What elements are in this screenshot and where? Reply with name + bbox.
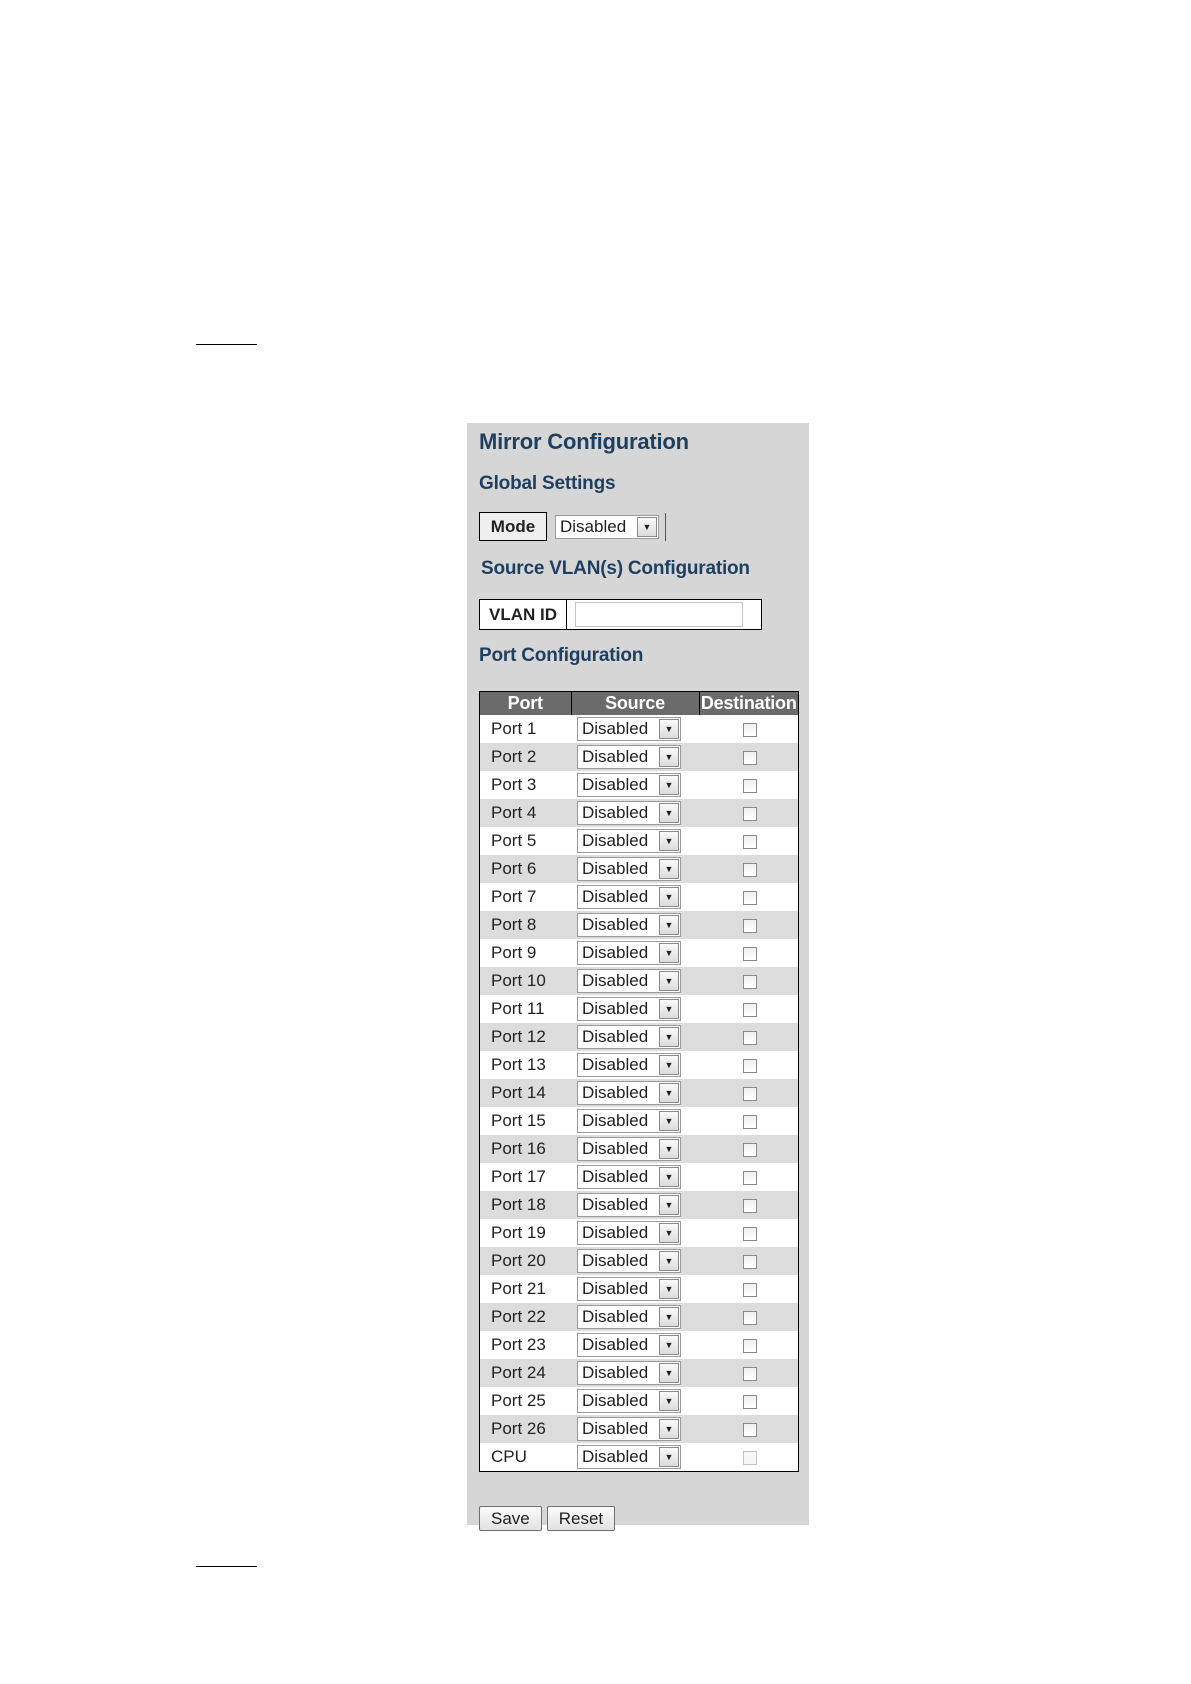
table-row: [480, 743, 799, 771]
chevron-down-icon[interactable]: ▼: [659, 719, 679, 739]
column-header-port: Port: [480, 692, 572, 716]
chevron-down-icon[interactable]: ▼: [659, 1195, 679, 1215]
port-name: Port 6: [480, 855, 572, 883]
source-select-value: Disabled: [582, 1391, 649, 1410]
vlan-config-heading: Source VLAN(s) Configuration: [481, 558, 750, 579]
page-title: Mirror Configuration: [479, 429, 689, 454]
source-cell: [571, 967, 699, 995]
source-select[interactable]: [577, 1445, 681, 1469]
port-name: Port 2: [480, 743, 572, 771]
table-row: [480, 883, 799, 911]
destination-cell: [699, 1359, 799, 1387]
port-name: Port 4: [480, 799, 572, 827]
destination-checkbox[interactable]: [743, 919, 757, 933]
destination-checkbox[interactable]: [743, 975, 757, 989]
source-select-value: Disabled: [582, 1223, 649, 1242]
source-cell: [571, 1191, 699, 1219]
page-rule-bottom: [196, 1566, 257, 1567]
table-row: [480, 1219, 799, 1247]
source-select-value: Disabled: [582, 1363, 649, 1382]
table-row: [480, 939, 799, 967]
destination-checkbox: [743, 1451, 757, 1465]
port-name: Port 21: [491, 1279, 546, 1298]
table-row: [480, 827, 799, 855]
destination-checkbox[interactable]: [743, 1199, 757, 1213]
source-cell: [571, 939, 699, 967]
table-row: [480, 715, 799, 743]
source-cell: [571, 1219, 699, 1247]
chevron-down-icon[interactable]: ▼: [659, 1083, 679, 1103]
source-select[interactable]: [577, 1249, 681, 1273]
source-select[interactable]: [577, 1165, 681, 1189]
destination-checkbox[interactable]: [743, 1367, 757, 1381]
global-settings-heading: Global Settings: [479, 473, 616, 494]
destination-cell: [699, 967, 799, 995]
destination-cell: [699, 1247, 799, 1275]
port-name: Port 26: [480, 1415, 572, 1443]
port-name: CPU: [491, 1447, 527, 1466]
table-row: [480, 1163, 799, 1191]
chevron-down-icon[interactable]: ▼: [659, 1223, 679, 1243]
source-cell: [571, 1163, 699, 1191]
source-cell: [571, 1247, 699, 1275]
table-row: [480, 967, 799, 995]
mode-row-divider: [665, 513, 666, 541]
table-row: [480, 1247, 799, 1275]
destination-cell: [699, 1387, 799, 1415]
column-header-source: Source: [571, 692, 699, 716]
chevron-down-icon[interactable]: ▼: [659, 915, 679, 935]
source-select-value: Disabled: [582, 999, 649, 1018]
source-cell: [571, 911, 699, 939]
chevron-down-icon[interactable]: ▼: [659, 1139, 679, 1159]
source-cell: [571, 1275, 699, 1303]
source-cell: [571, 715, 699, 743]
source-cell: [571, 1079, 699, 1107]
destination-checkbox[interactable]: [743, 1059, 757, 1073]
source-select[interactable]: [577, 941, 681, 965]
source-select-value: Disabled: [582, 1279, 649, 1298]
chevron-down-icon[interactable]: ▼: [659, 1027, 679, 1047]
destination-cell: [699, 1443, 799, 1472]
destination-cell: [699, 995, 799, 1023]
table-row: [480, 1107, 799, 1135]
chevron-down-icon[interactable]: ▼: [659, 747, 679, 767]
source-select-value: Disabled: [582, 1419, 649, 1438]
port-name: Port 8: [480, 911, 572, 939]
source-select-value: Disabled: [582, 803, 649, 822]
mode-select[interactable]: [555, 515, 659, 539]
source-cell: [571, 1107, 699, 1135]
port-name: Port 3: [491, 775, 537, 794]
port-name: Port 16: [480, 1135, 572, 1163]
destination-checkbox[interactable]: [743, 863, 757, 877]
chevron-down-icon[interactable]: ▼: [659, 1363, 679, 1383]
destination-cell: [699, 1415, 799, 1443]
source-cell: [571, 1023, 699, 1051]
source-select-value: Disabled: [582, 1139, 649, 1158]
table-row: [480, 855, 799, 883]
port-rows: [480, 715, 799, 1472]
source-select[interactable]: [577, 1389, 681, 1413]
destination-cell: [699, 799, 799, 827]
destination-checkbox[interactable]: [743, 947, 757, 961]
source-select-value: Disabled: [582, 1111, 649, 1130]
destination-checkbox[interactable]: [743, 1171, 757, 1185]
table-row: [480, 1331, 799, 1359]
destination-cell: [699, 1303, 799, 1331]
destination-cell: [699, 1079, 799, 1107]
destination-cell: [699, 939, 799, 967]
source-cell: [571, 1135, 699, 1163]
chevron-down-icon[interactable]: ▼: [659, 1167, 679, 1187]
save-button[interactable]: Save: [479, 1506, 542, 1531]
column-header-destination: Destination: [700, 693, 797, 713]
destination-cell: [699, 1331, 799, 1359]
port-name: Port 15: [491, 1111, 546, 1130]
source-select-value: Disabled: [582, 859, 649, 878]
destination-checkbox[interactable]: [743, 751, 757, 765]
destination-checkbox[interactable]: [743, 1311, 757, 1325]
table-row: [480, 1415, 799, 1443]
source-select-value: Disabled: [582, 1055, 649, 1074]
port-config-heading: Port Configuration: [479, 645, 644, 666]
destination-cell: [699, 1163, 799, 1191]
chevron-down-icon[interactable]: ▼: [659, 859, 679, 879]
source-select[interactable]: [577, 801, 681, 825]
port-name: Port 17: [491, 1167, 546, 1186]
source-select-value: Disabled: [582, 1335, 649, 1354]
table-row: [480, 1023, 799, 1051]
destination-cell: [699, 1051, 799, 1079]
destination-checkbox[interactable]: [743, 891, 757, 905]
source-select[interactable]: [577, 1305, 681, 1329]
source-select-value: Disabled: [582, 1083, 649, 1102]
chevron-down-icon[interactable]: ▼: [659, 999, 679, 1019]
source-select[interactable]: [577, 997, 681, 1021]
source-select-value: Disabled: [582, 915, 649, 934]
table-header-row: [480, 692, 799, 716]
source-cell: [571, 799, 699, 827]
destination-checkbox[interactable]: [743, 1143, 757, 1157]
source-select-value: Disabled: [582, 943, 649, 962]
source-cell: [571, 1051, 699, 1079]
destination-cell: [699, 715, 799, 743]
source-cell: [571, 771, 699, 799]
destination-cell: [699, 1107, 799, 1135]
port-name: Port 1: [491, 719, 537, 738]
table-row: [480, 1275, 799, 1303]
chevron-down-icon[interactable]: ▼: [659, 775, 679, 795]
page-rule-top: [196, 344, 257, 345]
source-select-value: Disabled: [582, 887, 649, 906]
source-select-value: Disabled: [582, 1251, 649, 1270]
chevron-down-icon[interactable]: ▼: [659, 1307, 679, 1327]
destination-cell: [699, 827, 799, 855]
table-row: [480, 1079, 799, 1107]
destination-cell: [699, 1135, 799, 1163]
mirror-config-panel: [467, 423, 809, 1528]
reset-button[interactable]: Reset: [547, 1506, 615, 1531]
source-select-value: Disabled: [582, 1195, 649, 1214]
chevron-down-icon[interactable]: ▼: [659, 831, 679, 851]
destination-checkbox[interactable]: [743, 1255, 757, 1269]
source-select-value: Disabled: [582, 719, 649, 738]
source-cell: [571, 1415, 699, 1443]
port-name: Port 22: [480, 1303, 572, 1331]
chevron-down-icon[interactable]: ▼: [659, 887, 679, 907]
destination-cell: [699, 911, 799, 939]
chevron-down-icon[interactable]: ▼: [659, 971, 679, 991]
destination-checkbox[interactable]: [743, 835, 757, 849]
destination-checkbox[interactable]: [743, 723, 757, 737]
port-name: Port 19: [491, 1223, 546, 1242]
chevron-down-icon[interactable]: ▼: [659, 1055, 679, 1075]
source-select[interactable]: [577, 857, 681, 881]
chevron-down-icon[interactable]: ▼: [659, 1279, 679, 1299]
source-select[interactable]: [577, 1109, 681, 1133]
source-cell: [571, 1303, 699, 1331]
mode-row: [479, 511, 666, 542]
table-row: [480, 1303, 799, 1331]
source-select[interactable]: [577, 745, 681, 769]
source-select[interactable]: [577, 717, 681, 741]
source-cell: [571, 1443, 699, 1472]
destination-checkbox[interactable]: [743, 1395, 757, 1409]
source-select-value: Disabled: [582, 971, 649, 990]
source-select-value: Disabled: [582, 1027, 649, 1046]
port-name: Port 18: [480, 1191, 572, 1219]
source-select[interactable]: [577, 1361, 681, 1385]
source-cell: [571, 1331, 699, 1359]
destination-checkbox[interactable]: [743, 807, 757, 821]
destination-cell: [699, 855, 799, 883]
table-row: [480, 1135, 799, 1163]
source-cell: [571, 1387, 699, 1415]
port-name: Port 12: [480, 1023, 572, 1051]
port-name: Port 25: [491, 1391, 546, 1410]
chevron-down-icon[interactable]: ▼: [659, 943, 679, 963]
table-row: [480, 1359, 799, 1387]
chevron-down-icon[interactable]: ▼: [659, 1335, 679, 1355]
destination-checkbox[interactable]: [743, 1003, 757, 1017]
port-name: Port 11: [491, 999, 545, 1018]
source-select[interactable]: [577, 1193, 681, 1217]
source-select[interactable]: [577, 773, 681, 797]
table-row: [480, 799, 799, 827]
port-name: Port 14: [480, 1079, 572, 1107]
source-select[interactable]: [577, 1417, 681, 1441]
port-name: Port 5: [491, 831, 537, 850]
table-row: [480, 1191, 799, 1219]
table-row: [480, 1443, 799, 1472]
source-select[interactable]: [577, 969, 681, 993]
vlan-id-label: VLAN ID: [480, 600, 567, 629]
chevron-down-icon[interactable]: ▼: [659, 1251, 679, 1271]
source-select-value: Disabled: [582, 1167, 649, 1186]
table-row: [480, 911, 799, 939]
destination-checkbox[interactable]: [743, 1087, 757, 1101]
source-cell: [571, 1359, 699, 1387]
source-cell: [571, 995, 699, 1023]
destination-checkbox[interactable]: [743, 1283, 757, 1297]
button-bar: [479, 1506, 615, 1531]
destination-checkbox[interactable]: [743, 1031, 757, 1045]
port-config-table: [479, 691, 799, 1472]
destination-checkbox[interactable]: [743, 1423, 757, 1437]
destination-cell: [699, 1275, 799, 1303]
source-select-value: Disabled: [582, 831, 649, 850]
mode-select-value: Disabled: [560, 516, 627, 536]
source-select[interactable]: [577, 1137, 681, 1161]
port-name: Port 24: [480, 1359, 572, 1387]
chevron-down-icon[interactable]: ▼: [659, 1447, 679, 1467]
destination-cell: [699, 883, 799, 911]
source-cell: [571, 855, 699, 883]
source-cell: [571, 883, 699, 911]
port-name: Port 9: [491, 943, 537, 962]
port-name: Port 13: [491, 1055, 546, 1074]
destination-checkbox[interactable]: [743, 1115, 757, 1129]
source-select[interactable]: [577, 1025, 681, 1049]
destination-cell: [699, 771, 799, 799]
port-name: Port 10: [480, 967, 572, 995]
source-select-value: Disabled: [582, 775, 649, 794]
source-select[interactable]: [577, 1221, 681, 1245]
source-cell: [571, 827, 699, 855]
source-select-value: Disabled: [582, 1307, 649, 1326]
table-row: [480, 1387, 799, 1415]
chevron-down-icon[interactable]: ▼: [659, 803, 679, 823]
source-select[interactable]: [577, 1053, 681, 1077]
source-select[interactable]: [577, 1277, 681, 1301]
chevron-down-icon[interactable]: ▼: [659, 1419, 679, 1439]
source-select[interactable]: [577, 1081, 681, 1105]
destination-checkbox[interactable]: [743, 779, 757, 793]
table-row: [480, 995, 799, 1023]
destination-cell: [699, 1191, 799, 1219]
table-row: [480, 771, 799, 799]
source-select[interactable]: [577, 1333, 681, 1357]
port-name: Port 20: [480, 1247, 572, 1275]
mode-label: Mode: [479, 512, 547, 541]
chevron-down-icon[interactable]: ▼: [637, 517, 657, 537]
source-select-value: Disabled: [582, 1447, 649, 1466]
destination-cell: [699, 1219, 799, 1247]
destination-checkbox[interactable]: [743, 1227, 757, 1241]
destination-checkbox[interactable]: [743, 1339, 757, 1353]
chevron-down-icon[interactable]: ▼: [659, 1111, 679, 1131]
vlan-id-row: [479, 599, 762, 630]
source-select-value: Disabled: [582, 747, 649, 766]
source-cell: [571, 743, 699, 771]
source-select[interactable]: [577, 913, 681, 937]
port-name: Port 7: [491, 887, 537, 906]
table-row: [480, 1051, 799, 1079]
port-name: Port 23: [491, 1335, 546, 1354]
destination-cell: [699, 1023, 799, 1051]
source-select[interactable]: [577, 885, 681, 909]
destination-cell: [699, 743, 799, 771]
chevron-down-icon[interactable]: ▼: [659, 1391, 679, 1411]
vlan-id-input[interactable]: [575, 602, 743, 627]
source-select[interactable]: [577, 829, 681, 853]
